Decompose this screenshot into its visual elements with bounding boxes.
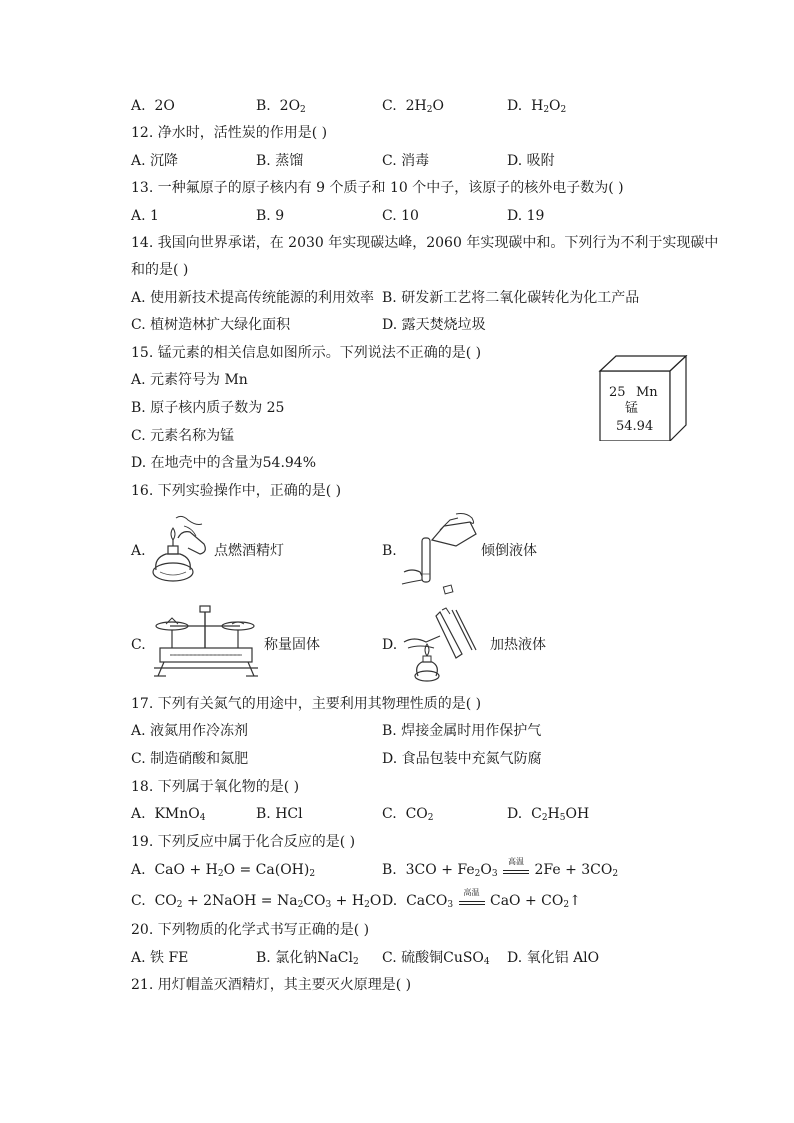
q14-stem-line1: 14. 我国向世界承诺，在 2030 年实现碳达峰，2060 年实现碳中和。下列行为不利于实现碳中	[131, 235, 719, 251]
q12-option-d[interactable]: D. 吸附	[507, 153, 555, 169]
q20-option-c[interactable]: C. 硫酸铜CuSO$_4$	[382, 950, 490, 967]
q18-option-d[interactable]: D. $C_2H_5OH$	[507, 806, 590, 823]
q19-option-c[interactable]: C. $CO_2$ + 2NaOH = $Na_2CO_3 + H_2O$	[131, 893, 382, 910]
q18-option-b[interactable]: B. HCl	[256, 806, 303, 822]
lighting-alcohol-lamp-figure	[148, 512, 214, 587]
q13-option-b[interactable]: B. 9	[256, 208, 285, 224]
pouring-liquid-figure	[398, 512, 480, 598]
q12-option-c[interactable]: C. 消毒	[382, 153, 430, 169]
q16-option-a-caption: 点燃酒精灯	[214, 543, 284, 559]
q14-option-c[interactable]: C. 植树造林扩大绿化面积	[131, 317, 291, 333]
q13-option-d[interactable]: D. 19	[507, 208, 545, 224]
q11-option-c[interactable]: C. $2H_2O$	[382, 98, 444, 115]
q17-option-b[interactable]: B. 焊接金属时用作保护气	[382, 723, 542, 739]
q11-option-a[interactable]: A. 2O	[131, 98, 175, 114]
element-symbol: Mn	[636, 385, 658, 400]
q16-option-b-label[interactable]: B.	[382, 543, 397, 559]
q16-option-c-label[interactable]: C.	[131, 637, 146, 653]
atomic-number: 25	[609, 385, 626, 400]
q18-option-a[interactable]: A. KMnO$_4$	[131, 806, 206, 823]
heating-liquid-figure	[400, 606, 486, 686]
q19-stem: 19. 下列反应中属于化合反应的是( )	[131, 834, 356, 850]
atomic-mass: 54.94	[616, 419, 654, 434]
element-name: 锰	[625, 401, 639, 416]
q11-option-d[interactable]: D. $H_2O_2$	[507, 98, 567, 115]
q16-option-b-caption: 倾倒液体	[481, 543, 537, 559]
q13-stem: 13. 一种氟原子的原子核内有 9 个质子和 10 个中子，该原子的核外电子数为( )	[131, 180, 624, 196]
q15-option-d[interactable]: D. 在地壳中的含量为54.94%	[131, 455, 317, 471]
q20-option-d[interactable]: D. 氧化铝 AlO	[507, 950, 600, 966]
q15-option-c[interactable]: C. 元素名称为锰	[131, 428, 235, 444]
q17-option-c[interactable]: C. 制造硝酸和氮肥	[131, 751, 249, 767]
q19-option-b[interactable]: B. $3CO + Fe_2O_3$ 高温 $2Fe + 3CO_2$	[382, 857, 619, 879]
balance-scale-figure	[150, 604, 262, 682]
reaction-condition-b: 高温	[502, 862, 530, 878]
q14-option-b[interactable]: B. 研发新工艺将二氧化碳转化为化工产品	[382, 290, 640, 306]
q19-option-d[interactable]: D. CaCO$_3$ 高温 CaO + $CO_2↑$	[382, 888, 581, 910]
q20-option-b[interactable]: B. 氯化钠NaCl$_2$	[256, 950, 359, 967]
q15-option-b[interactable]: B. 原子核内质子数为 25	[131, 400, 285, 416]
q13-option-c[interactable]: C. 10	[382, 208, 419, 224]
q13-option-a[interactable]: A. 1	[131, 208, 159, 224]
q21-stem: 21. 用灯帽盖灭酒精灯，其主要灭火原理是( )	[131, 977, 412, 993]
q19-option-a[interactable]: A. CaO + $H_2O = Ca(OH)_2$	[131, 862, 316, 879]
q11-option-b[interactable]: B. $2O_2$	[256, 98, 306, 115]
q14-stem-line2: 和的是( )	[131, 262, 189, 278]
q12-option-a[interactable]: A. 沉降	[131, 153, 179, 169]
q15-option-a[interactable]: A. 元素符号为 Mn	[131, 372, 248, 388]
q16-option-a-label[interactable]: A.	[131, 543, 146, 559]
q20-option-a[interactable]: A. 铁 FE	[131, 950, 189, 966]
reaction-condition-d: 高温	[458, 893, 486, 909]
q16-stem: 16. 下列实验操作中，正确的是( )	[131, 483, 342, 499]
q17-option-d[interactable]: D. 食品包装中充氮气防腐	[382, 751, 542, 767]
q18-option-c[interactable]: C. $CO_2$	[382, 806, 434, 823]
q15-stem: 15. 锰元素的相关信息如图所示。下列说法不正确的是( )	[131, 345, 482, 361]
q20-stem: 20. 下列物质的化学式书写正确的是( )	[131, 922, 370, 938]
q16-option-d-label[interactable]: D.	[382, 637, 398, 653]
q17-stem: 17. 下列有关氮气的用途中，主要利用其物理性质的是( )	[131, 696, 482, 712]
q18-stem: 18. 下列属于氧化物的是( )	[131, 779, 300, 795]
q16-option-c-caption: 称量固体	[264, 637, 320, 653]
q16-option-d-caption: 加热液体	[490, 637, 546, 653]
q14-option-a[interactable]: A. 使用新技术提高传统能源的利用效率	[131, 290, 375, 306]
q12-stem: 12. 净水时，活性炭的作用是( )	[131, 125, 328, 141]
q17-option-a[interactable]: A. 液氮用作冷冻剂	[131, 723, 249, 739]
q12-option-b[interactable]: B. 蒸馏	[256, 153, 304, 169]
q14-option-d[interactable]: D. 露天焚烧垃圾	[382, 317, 486, 333]
element-cell-manganese	[588, 355, 688, 441]
